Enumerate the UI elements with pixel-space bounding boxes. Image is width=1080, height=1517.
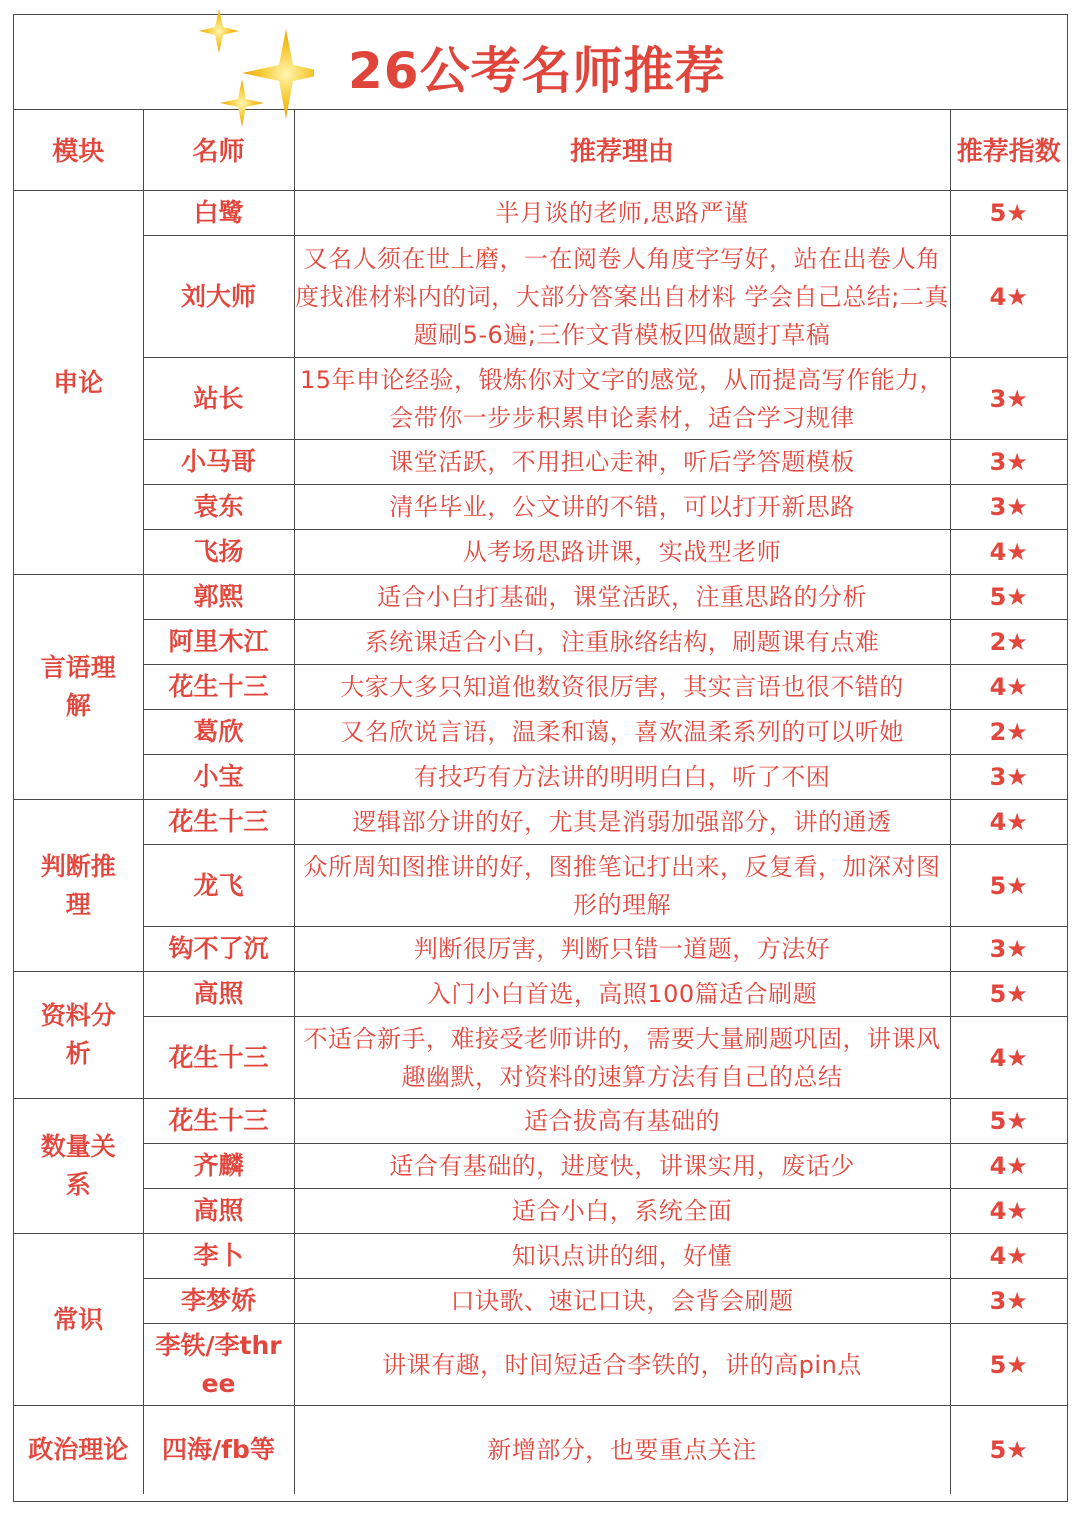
reason-cell: 从考场思路讲课，实战型老师	[294, 530, 950, 575]
header-score: 推荐指数	[950, 109, 1067, 191]
reason-cell: 15年申论经验，锻炼你对文字的感觉，从而提高写作能力，会带你一步步积累申论素材，适合学习规律	[294, 358, 950, 440]
module-cell: 政治理论	[14, 1406, 143, 1494]
score-value: 4	[989, 808, 1007, 836]
star-icon: ★	[1006, 1043, 1028, 1072]
score-cell	[950, 530, 1067, 575]
score-cell	[950, 485, 1067, 530]
score-cell	[950, 1017, 1067, 1099]
score-value: 5	[989, 199, 1007, 227]
reason-cell: 半月谈的老师,思路严谨	[294, 191, 950, 236]
table-row	[14, 800, 1067, 845]
score-value: 4	[989, 1242, 1007, 1270]
reason-cell: 众所周知图推讲的好，图推笔记打出来，反复看，加深对图形的理解	[294, 845, 950, 927]
score-value: 4	[989, 673, 1007, 701]
teacher-cell: 葛欣	[143, 710, 294, 755]
teacher-cell: 李铁/李three	[143, 1324, 294, 1406]
score-value: 3	[989, 448, 1007, 476]
score-cell	[950, 358, 1067, 440]
reason-cell: 大家大多只知道他数资很厉害，其实言语也很不错的	[294, 665, 950, 710]
reason-cell: 又名人须在世上磨，一在阅卷人角度字写好，站在出卷人角度找准材料内的词，大部分答案出自材料 学会自己总结;二真题刷5-6遍;三作文背模板四做题打草稿	[294, 236, 950, 358]
score-cell	[950, 191, 1067, 236]
teacher-cell: 袁东	[143, 485, 294, 530]
score-value: 2	[989, 718, 1007, 746]
reason-cell: 有技巧有方法讲的明明白白，听了不困	[294, 755, 950, 800]
reason-cell: 适合小白打基础，课堂活跃，注重思路的分析	[294, 575, 950, 620]
score-value: 3	[989, 384, 1007, 413]
star-icon: ★	[1006, 763, 1028, 791]
header-reason: 推荐理由	[294, 109, 950, 191]
reason-cell: 又名欣说言语，温柔和蔼，喜欢温柔系列的可以听她	[294, 710, 950, 755]
reason-cell: 适合小白，系统全面	[294, 1189, 950, 1234]
module-cell: 常识	[14, 1234, 143, 1406]
reason-cell: 新增部分，也要重点关注	[294, 1406, 950, 1494]
table-row	[14, 236, 1067, 358]
score-cell	[950, 1279, 1067, 1324]
teacher-cell: 花生十三	[143, 1017, 294, 1099]
teacher-cell: 龙飞	[143, 845, 294, 927]
table-row	[14, 358, 1067, 440]
table-row	[14, 620, 1067, 665]
reason-cell: 判断很厉害，判断只错一道题，方法好	[294, 927, 950, 972]
recommendation-sheet	[13, 14, 1068, 1502]
star-icon: ★	[1006, 935, 1028, 963]
table-row	[14, 710, 1067, 755]
table-row	[14, 665, 1067, 710]
reason-cell: 入门小白首选，高照100篇适合刷题	[294, 972, 950, 1017]
star-icon: ★	[1006, 808, 1028, 836]
score-cell	[950, 1406, 1067, 1494]
header-module: 模块	[14, 109, 143, 191]
star-icon: ★	[1006, 718, 1028, 746]
score-value: 5	[989, 980, 1007, 1008]
table-row	[14, 440, 1067, 485]
star-icon: ★	[1006, 1107, 1028, 1135]
star-icon: ★	[1006, 628, 1028, 656]
teacher-cell: 飞扬	[143, 530, 294, 575]
score-cell	[950, 800, 1067, 845]
teacher-cell: 郭熙	[143, 575, 294, 620]
module-cell: 判断推理	[14, 800, 143, 972]
star-icon: ★	[1006, 871, 1028, 900]
star-icon: ★	[1006, 583, 1028, 611]
score-value: 5	[989, 583, 1007, 611]
teacher-cell: 齐麟	[143, 1144, 294, 1189]
star-icon: ★	[1006, 384, 1028, 413]
reason-cell: 逻辑部分讲的好，尤其是消弱加强部分，讲的通透	[294, 800, 950, 845]
teacher-cell: 阿里木江	[143, 620, 294, 665]
score-value: 4	[989, 282, 1007, 311]
score-value: 3	[989, 1287, 1007, 1315]
teacher-cell: 白鹭	[143, 191, 294, 236]
title-row	[14, 15, 1067, 110]
score-value: 5	[989, 1435, 1007, 1464]
score-cell	[950, 665, 1067, 710]
reason-cell: 适合有基础的，进度快，讲课实用，废话少	[294, 1144, 950, 1189]
teacher-cell: 高照	[143, 972, 294, 1017]
teacher-cell: 李卜	[143, 1234, 294, 1279]
module-cell: 数量关系	[14, 1099, 143, 1234]
score-cell	[950, 845, 1067, 927]
teacher-table	[14, 109, 1067, 1494]
score-cell	[950, 927, 1067, 972]
score-value: 2	[989, 628, 1007, 656]
module-cell: 申论	[14, 191, 143, 575]
teacher-cell: 站长	[143, 358, 294, 440]
teacher-cell: 钩不了沉	[143, 927, 294, 972]
header-row	[14, 109, 1067, 191]
page-title: 26公考名师推荐	[348, 42, 726, 100]
score-cell	[950, 440, 1067, 485]
table-row	[14, 755, 1067, 800]
score-value: 3	[989, 493, 1007, 521]
score-cell	[950, 972, 1067, 1017]
table-row	[14, 845, 1067, 927]
score-value: 4	[989, 1197, 1007, 1225]
table-row	[14, 1324, 1067, 1406]
reason-cell: 系统课适合小白，注重脉络结构，刷题课有点难	[294, 620, 950, 665]
star-icon: ★	[1006, 448, 1028, 476]
reason-cell: 讲课有趣，时间短适合李铁的，讲的高pin点	[294, 1324, 950, 1406]
star-icon: ★	[1006, 1350, 1028, 1379]
score-value: 5	[989, 1107, 1007, 1135]
star-icon: ★	[1006, 1152, 1028, 1180]
score-cell	[950, 236, 1067, 358]
teacher-cell: 李梦娇	[143, 1279, 294, 1324]
star-icon: ★	[1006, 282, 1028, 311]
score-cell	[950, 1189, 1067, 1234]
reason-cell: 适合拔高有基础的	[294, 1099, 950, 1144]
teacher-cell: 小马哥	[143, 440, 294, 485]
teacher-cell: 高照	[143, 1189, 294, 1234]
module-cell: 资料分析	[14, 972, 143, 1099]
table-row	[14, 1279, 1067, 1324]
star-icon: ★	[1006, 1197, 1028, 1225]
teacher-cell: 花生十三	[143, 1099, 294, 1144]
score-cell	[950, 620, 1067, 665]
score-cell	[950, 1144, 1067, 1189]
reason-cell: 清华毕业，公文讲的不错，可以打开新思路	[294, 485, 950, 530]
table-row	[14, 927, 1067, 972]
teacher-cell: 四海/fb等	[143, 1406, 294, 1494]
star-icon: ★	[1006, 1242, 1028, 1270]
table-row	[14, 530, 1067, 575]
teacher-cell: 刘大师	[143, 236, 294, 358]
score-value: 4	[989, 538, 1007, 566]
table-row	[14, 1099, 1067, 1144]
score-value: 4	[989, 1152, 1007, 1180]
table-row	[14, 1406, 1067, 1494]
reason-cell: 口诀歌、速记口诀，会背会刷题	[294, 1279, 950, 1324]
table-row	[14, 1234, 1067, 1279]
star-icon: ★	[1006, 1287, 1028, 1315]
score-cell	[950, 710, 1067, 755]
table-row	[14, 1189, 1067, 1234]
table-row	[14, 1017, 1067, 1099]
header-teacher: 名师	[143, 109, 294, 191]
table-row	[14, 485, 1067, 530]
score-cell	[950, 575, 1067, 620]
star-icon: ★	[1006, 538, 1028, 566]
table-row	[14, 1144, 1067, 1189]
star-icon: ★	[1006, 493, 1028, 521]
reason-cell: 知识点讲的细，好懂	[294, 1234, 950, 1279]
star-icon: ★	[1006, 980, 1028, 1008]
star-icon: ★	[1006, 199, 1028, 227]
teacher-cell: 花生十三	[143, 665, 294, 710]
star-icon: ★	[1006, 1435, 1028, 1464]
score-value: 3	[989, 935, 1007, 963]
score-cell	[950, 1099, 1067, 1144]
star-icon: ★	[1006, 673, 1028, 701]
reason-cell: 不适合新手，难接受老师讲的，需要大量刷题巩固，讲课风趣幽默，对资料的速算方法有自己的总结	[294, 1017, 950, 1099]
teacher-cell: 小宝	[143, 755, 294, 800]
table-row	[14, 972, 1067, 1017]
score-value: 4	[989, 1043, 1007, 1072]
teacher-cell: 花生十三	[143, 800, 294, 845]
module-cell: 言语理解	[14, 575, 143, 800]
score-cell	[950, 755, 1067, 800]
reason-cell: 课堂活跃，不用担心走神，听后学答题模板	[294, 440, 950, 485]
score-value: 5	[989, 1350, 1007, 1379]
score-value: 5	[989, 871, 1007, 900]
score-cell	[950, 1234, 1067, 1279]
score-cell	[950, 1324, 1067, 1406]
score-value: 3	[989, 763, 1007, 791]
table-row	[14, 191, 1067, 236]
table-row	[14, 575, 1067, 620]
